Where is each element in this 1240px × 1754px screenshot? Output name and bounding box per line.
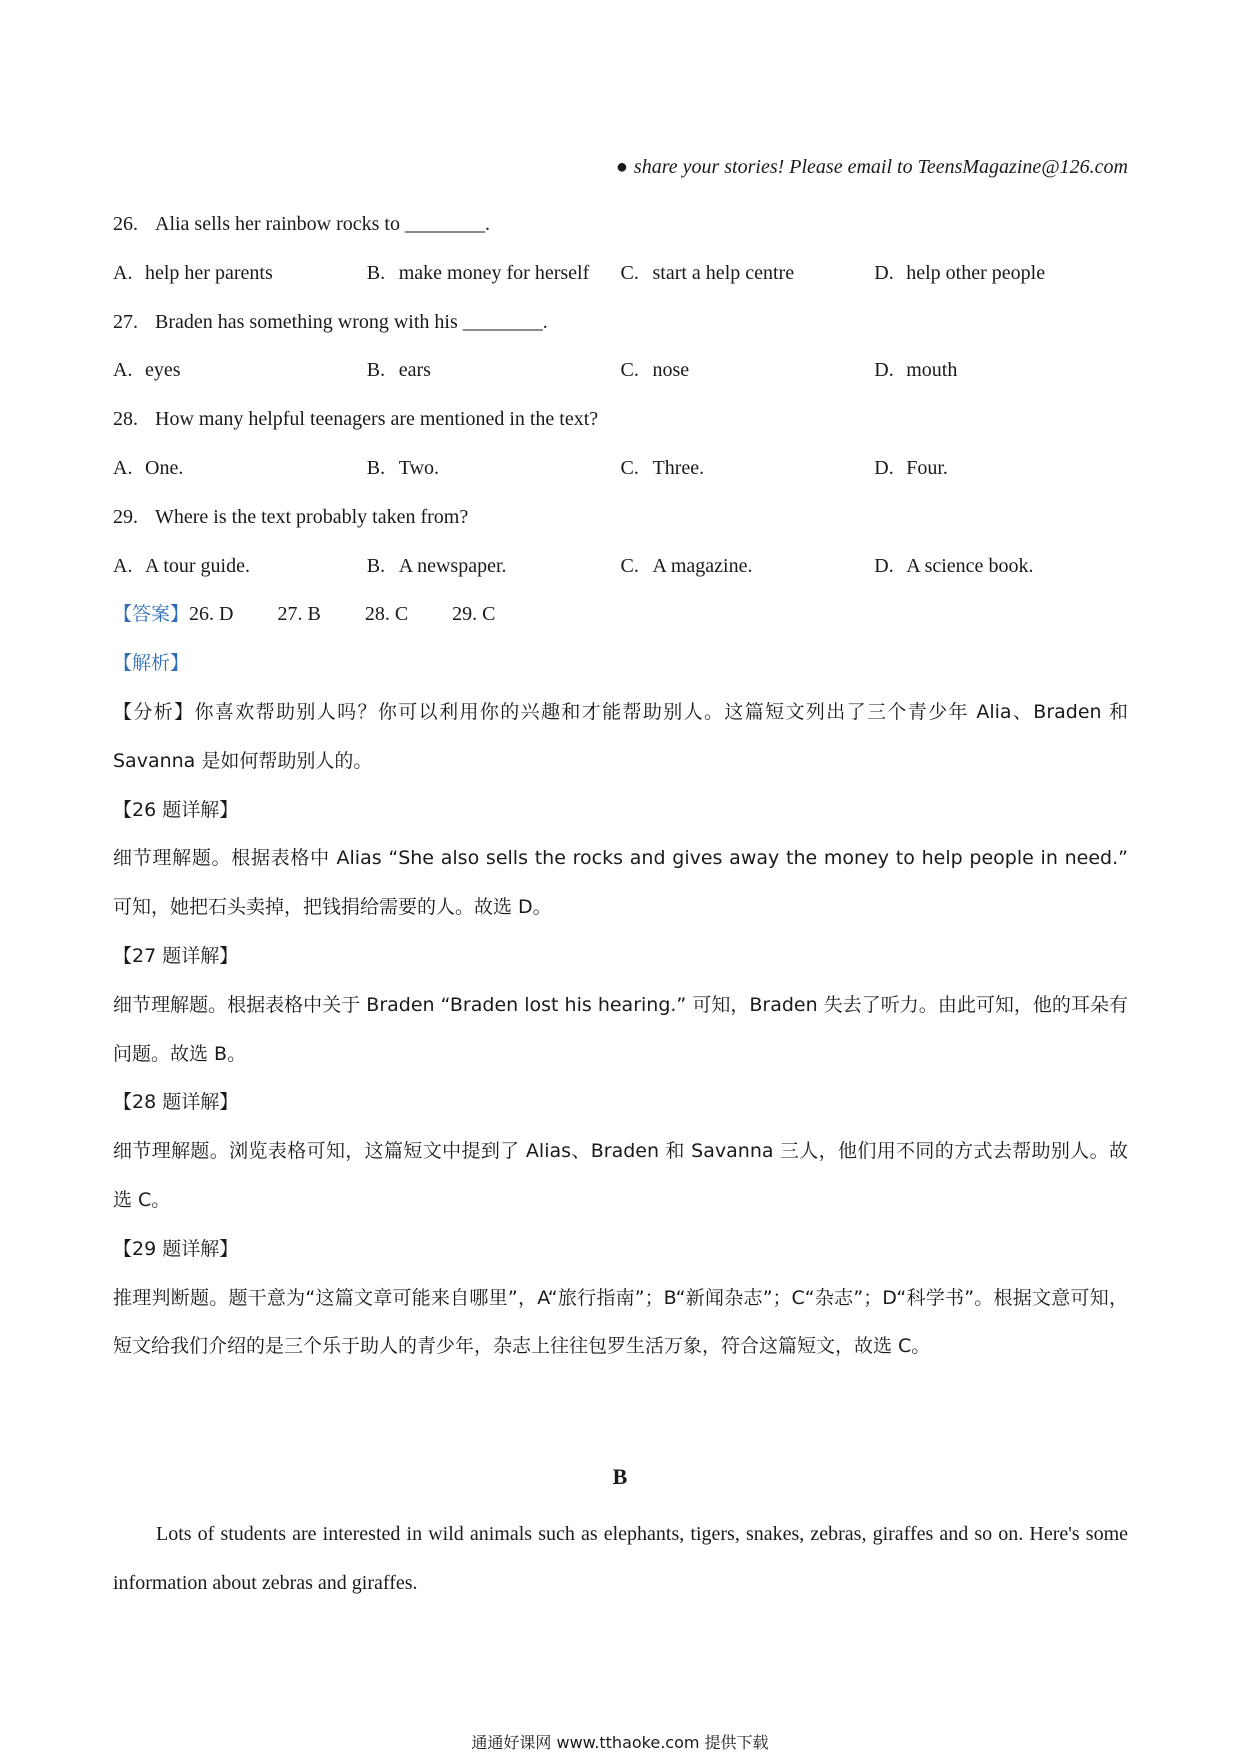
option-d <box>874 444 1128 493</box>
option-letter: C. <box>620 456 639 479</box>
option-letter: D. <box>874 359 894 382</box>
option-b <box>367 444 621 493</box>
detail-26-header: 【26 题详解】 <box>113 798 239 821</box>
analysis-intro: 【分析】你喜欢帮助别人吗？你可以利用你的兴趣和才能帮助别人。这篇短文列出了三个青少年 Alia、Braden 和 Savanna 是如何帮助别人的。 <box>113 700 1128 772</box>
analysis-label: 【解析】 <box>113 652 190 675</box>
question-number: 27. <box>113 310 138 333</box>
question-26 <box>113 200 1128 298</box>
question-number: 29. <box>113 505 138 528</box>
option-letter: D. <box>874 554 894 577</box>
question-number: 26. <box>113 213 138 235</box>
option-a <box>113 444 367 493</box>
option-text: start a help centre <box>652 261 795 284</box>
option-text: help other people <box>906 261 1046 284</box>
option-text: One. <box>145 456 184 479</box>
answer-label: 【答案】 <box>113 603 190 626</box>
option-d <box>874 249 1128 298</box>
option-text: A magazine. <box>652 554 753 577</box>
option-letter: A. <box>113 456 133 479</box>
option-letter: D. <box>874 456 894 479</box>
option-text: ears <box>398 359 431 382</box>
answer-item: 26. D <box>189 603 234 626</box>
option-text: eyes <box>145 359 181 382</box>
option-row <box>113 444 1128 493</box>
option-text: A science book. <box>906 554 1034 577</box>
detail-29-header: 【29 题详解】 <box>113 1237 239 1260</box>
option-text: make money for herself <box>398 261 590 284</box>
detail-28-body: 细节理解题。浏览表格可知，这篇短文中提到了 Alias、Braden 和 Savanna 三人，他们用不同的方式去帮助别人。故选 C。 <box>113 1140 1128 1211</box>
option-text: Two. <box>398 456 440 479</box>
question-text: Alia sells her rainbow rocks to ________. <box>155 213 490 235</box>
option-c <box>621 542 875 591</box>
option-a <box>113 542 367 591</box>
option-c <box>621 444 875 493</box>
option-letter: A. <box>113 261 133 284</box>
question-28 <box>113 395 1128 493</box>
option-text: mouth <box>906 359 958 382</box>
option-row <box>113 249 1128 298</box>
detail-29-body: 推理判断题。题干意为“这篇文章可能来自哪里”，A“旅行指南”；B“新闻杂志”；C“杂志”；D“科学书”。根据文意可知，短文给我们介绍的是三个乐于助人的青少年，杂志上往往包罗生活万象，符合这篇短文，故选 C。 <box>113 1286 1128 1358</box>
share-line <box>616 156 1128 179</box>
answer-item: 27. B <box>277 603 321 626</box>
option-letter: B. <box>366 456 386 479</box>
option-a <box>113 249 367 298</box>
option-letter: B. <box>366 359 386 382</box>
share-text: share your stories! Please email to TeensMagazine@126.com <box>633 156 1128 178</box>
option-letter: D. <box>874 261 894 284</box>
detail-28-header: 【28 题详解】 <box>113 1091 239 1114</box>
question-stem <box>113 200 1128 249</box>
option-row <box>113 346 1128 395</box>
option-b <box>367 346 621 395</box>
question-stem <box>113 298 1128 347</box>
option-row <box>113 542 1128 591</box>
option-b <box>367 542 621 591</box>
bullet-icon: ● <box>615 156 628 178</box>
option-a <box>113 346 367 395</box>
section-b-passage: Lots of students are interested in wild animals such as elephants, tigers, snakes, zebras, giraffes and so on. Here's some information about zebras and giraffes. <box>113 1523 1128 1594</box>
option-text: A tour guide. <box>145 554 250 577</box>
question-27 <box>113 298 1128 396</box>
answer-line <box>113 590 1128 639</box>
option-d <box>874 542 1128 591</box>
detail-27-header: 【27 题详解】 <box>113 944 239 967</box>
option-text: nose <box>652 359 690 382</box>
option-letter: C. <box>620 261 639 284</box>
option-c <box>621 346 875 395</box>
answer-item: 29. C <box>452 603 496 626</box>
footer: 通通好课网 www.tthaoke.com 提供下载 <box>471 1733 769 1752</box>
option-c <box>621 249 875 298</box>
option-letter: A. <box>113 554 133 577</box>
option-text: Three. <box>652 456 705 479</box>
question-text: Braden has something wrong with his ________. <box>155 310 548 333</box>
option-text: A newspaper. <box>398 554 507 577</box>
option-letter: A. <box>113 359 133 382</box>
option-text: help her parents <box>145 261 273 284</box>
answer-item: 28. C <box>364 603 409 626</box>
option-b <box>367 249 621 298</box>
option-letter: C. <box>620 554 639 577</box>
question-stem <box>113 493 1128 542</box>
question-text: How many helpful teenagers are mentioned in the text? <box>155 408 599 431</box>
question-number: 28. <box>113 408 138 431</box>
option-d <box>874 346 1128 395</box>
option-text: Four. <box>906 456 948 479</box>
option-letter: B. <box>366 554 386 577</box>
option-letter: C. <box>620 359 639 382</box>
content <box>113 200 1128 1371</box>
question-29 <box>113 493 1128 591</box>
section-b-title: B <box>612 1464 628 1489</box>
detail-26-body: 细节理解题。根据表格中 Alias “She also sells the rocks and gives away the money to help people in need.” 可知，她把石头卖掉，把钱捐给需要的人。故选 D。 <box>113 847 1128 919</box>
question-stem <box>113 395 1128 444</box>
question-text: Where is the text probably taken from? <box>155 505 469 528</box>
detail-27-body: 细节理解题。根据表格中关于 Braden “Braden lost his hearing.” 可知，Braden 失去了听力。由此可知，他的耳朵有问题。故选 B。 <box>113 993 1128 1065</box>
option-letter: B. <box>366 261 386 284</box>
